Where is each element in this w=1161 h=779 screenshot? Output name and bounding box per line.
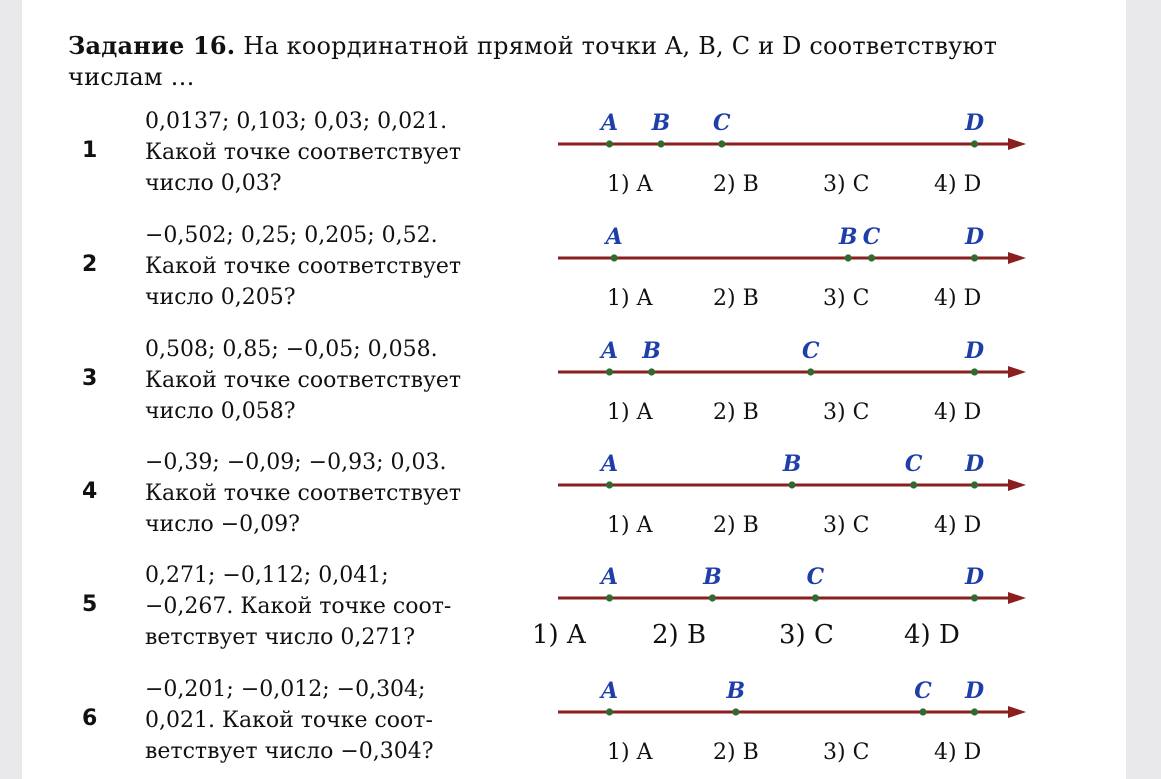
point-a-label: A: [600, 451, 619, 477]
point-a-marker: [606, 708, 613, 715]
axis-arrow-icon: [1008, 252, 1026, 264]
answer-option-3[interactable]: 3) C: [823, 172, 870, 197]
task-title: Задание 16.: [68, 31, 236, 60]
point-b-marker: [648, 368, 655, 375]
task-question-line: −0,267. Какой точке соот-: [145, 594, 452, 619]
task-question-line: 0,021. Какой точке соот-: [145, 708, 433, 733]
number-line: [558, 328, 1038, 408]
task-question-line: Какой точке соответствует: [145, 254, 462, 279]
axis-arrow-icon: [1008, 366, 1026, 378]
task-number: 6: [82, 706, 98, 731]
point-b-label: B: [782, 451, 802, 477]
point-a-label: A: [600, 110, 619, 136]
answer-option-3[interactable]: 3) C: [823, 400, 870, 425]
point-d-label: D: [964, 338, 985, 364]
task-number: 5: [82, 592, 98, 617]
answer-option-4[interactable]: 4) D: [934, 172, 982, 197]
point-c-label: C: [801, 338, 820, 364]
point-b-marker: [845, 254, 852, 261]
answer-option-1[interactable]: 1) A: [607, 740, 653, 765]
point-c-label: C: [914, 678, 932, 704]
task-question: [145, 334, 525, 427]
point-a-label: A: [600, 564, 619, 590]
number-line: [558, 214, 1038, 294]
task-number: 2: [82, 252, 98, 277]
point-d-label: D: [964, 451, 985, 477]
task-question-line: число −0,09?: [145, 512, 300, 537]
number-line: [558, 668, 1038, 748]
point-c-label: C: [713, 110, 731, 136]
task-question-line: число 0,205?: [145, 285, 296, 310]
point-d-marker: [971, 481, 978, 488]
point-c-label: C: [862, 224, 881, 250]
number-line: [558, 100, 1038, 180]
task-question-line: 0,0137; 0,103; 0,03; 0,021.: [145, 109, 448, 134]
point-c-marker: [812, 594, 819, 601]
answer-option-4[interactable]: 4) D: [934, 400, 982, 425]
answer-option-2[interactable]: 2) B: [713, 740, 759, 765]
answer-option-1[interactable]: 1) A: [607, 400, 653, 425]
answer-option-4[interactable]: 4) D: [934, 513, 982, 538]
point-b-marker: [657, 140, 664, 147]
task-question-line: −0,201; −0,012; −0,304;: [145, 677, 426, 702]
point-c-marker: [807, 368, 814, 375]
answer-option-3[interactable]: 3) C: [823, 286, 870, 311]
axis-arrow-icon: [1008, 706, 1026, 718]
task-number: 1: [82, 138, 98, 163]
point-c-marker: [868, 254, 875, 261]
point-c-label: C: [904, 451, 923, 477]
answer-option-1[interactable]: 1) A: [607, 172, 653, 197]
task-question: [145, 560, 525, 653]
answer-option-2[interactable]: 2) B: [713, 286, 759, 311]
task-question-line: Какой точке соответствует: [145, 368, 462, 393]
point-b-marker: [788, 481, 795, 488]
point-a-marker: [611, 254, 618, 261]
task-question-line: 0,271; −0,112; 0,041;: [145, 563, 389, 588]
answer-option-1[interactable]: 1) A: [532, 620, 586, 650]
task-number: 3: [82, 366, 98, 391]
number-line: [558, 441, 1038, 521]
task-question-line: 0,508; 0,85; −0,05; 0,058.: [145, 337, 438, 362]
task-question: [145, 106, 525, 199]
point-d-label: D: [964, 110, 985, 136]
axis-arrow-icon: [1008, 592, 1026, 604]
task-intro-line1: На координатной прямой точки A, B, C и D соответствуют: [243, 32, 998, 60]
answer-option-3[interactable]: 3) C: [823, 740, 870, 765]
point-c-marker: [910, 481, 917, 488]
point-a-marker: [606, 594, 613, 601]
point-b-label: B: [838, 224, 858, 250]
answer-option-4[interactable]: 4) D: [904, 620, 960, 650]
point-a-marker: [606, 140, 613, 147]
answer-option-2[interactable]: 2) B: [713, 400, 759, 425]
answer-option-2[interactable]: 2) B: [713, 172, 759, 197]
point-d-marker: [971, 140, 978, 147]
answer-option-1[interactable]: 1) A: [607, 513, 653, 538]
task-question-line: число 0,058?: [145, 399, 296, 424]
task-intro-line2: числам …: [68, 63, 195, 91]
task-question-line: ветствует число −0,304?: [145, 739, 434, 764]
task-question-line: число 0,03?: [145, 171, 282, 196]
point-d-label: D: [964, 224, 985, 250]
task-question-line: Какой точке соответствует: [145, 140, 462, 165]
answer-option-4[interactable]: 4) D: [934, 740, 982, 765]
point-b-label: B: [651, 110, 671, 136]
task-question-line: −0,502; 0,25; 0,205; 0,52.: [145, 223, 438, 248]
axis-arrow-icon: [1008, 479, 1026, 491]
point-a-label: A: [605, 224, 623, 250]
task-number: 4: [82, 479, 98, 504]
point-d-label: D: [964, 678, 985, 704]
point-b-label: B: [703, 564, 722, 590]
point-a-label: A: [600, 678, 619, 704]
answer-option-2[interactable]: 2) B: [713, 513, 759, 538]
worksheet-page: [22, 0, 1126, 779]
task-question-line: ветствует число 0,271?: [145, 625, 416, 650]
point-b-label: B: [642, 338, 661, 364]
point-d-marker: [971, 594, 978, 601]
answer-option-4[interactable]: 4) D: [934, 286, 982, 311]
task-question: [145, 674, 525, 767]
point-c-label: C: [806, 564, 825, 590]
task-header: [68, 30, 1088, 93]
answer-option-3[interactable]: 3) C: [823, 513, 870, 538]
point-d-marker: [971, 708, 978, 715]
task-question-line: Какой точке соответствует: [145, 481, 462, 506]
point-c-marker: [718, 140, 725, 147]
point-a-marker: [606, 481, 613, 488]
point-d-marker: [971, 368, 978, 375]
task-question: [145, 447, 525, 540]
point-c-marker: [919, 708, 926, 715]
point-d-label: D: [964, 564, 985, 590]
point-a-label: A: [600, 338, 619, 364]
point-d-marker: [971, 254, 978, 261]
task-question-line: −0,39; −0,09; −0,93; 0,03.: [145, 450, 447, 475]
answer-option-1[interactable]: 1) A: [607, 286, 653, 311]
answer-option-2[interactable]: 2) B: [652, 620, 707, 650]
point-b-marker: [709, 594, 716, 601]
point-a-marker: [606, 368, 613, 375]
answer-option-3[interactable]: 3) C: [779, 620, 834, 650]
axis-arrow-icon: [1008, 138, 1026, 150]
point-b-marker: [732, 708, 739, 715]
task-question: [145, 220, 525, 313]
point-b-label: B: [726, 678, 746, 704]
